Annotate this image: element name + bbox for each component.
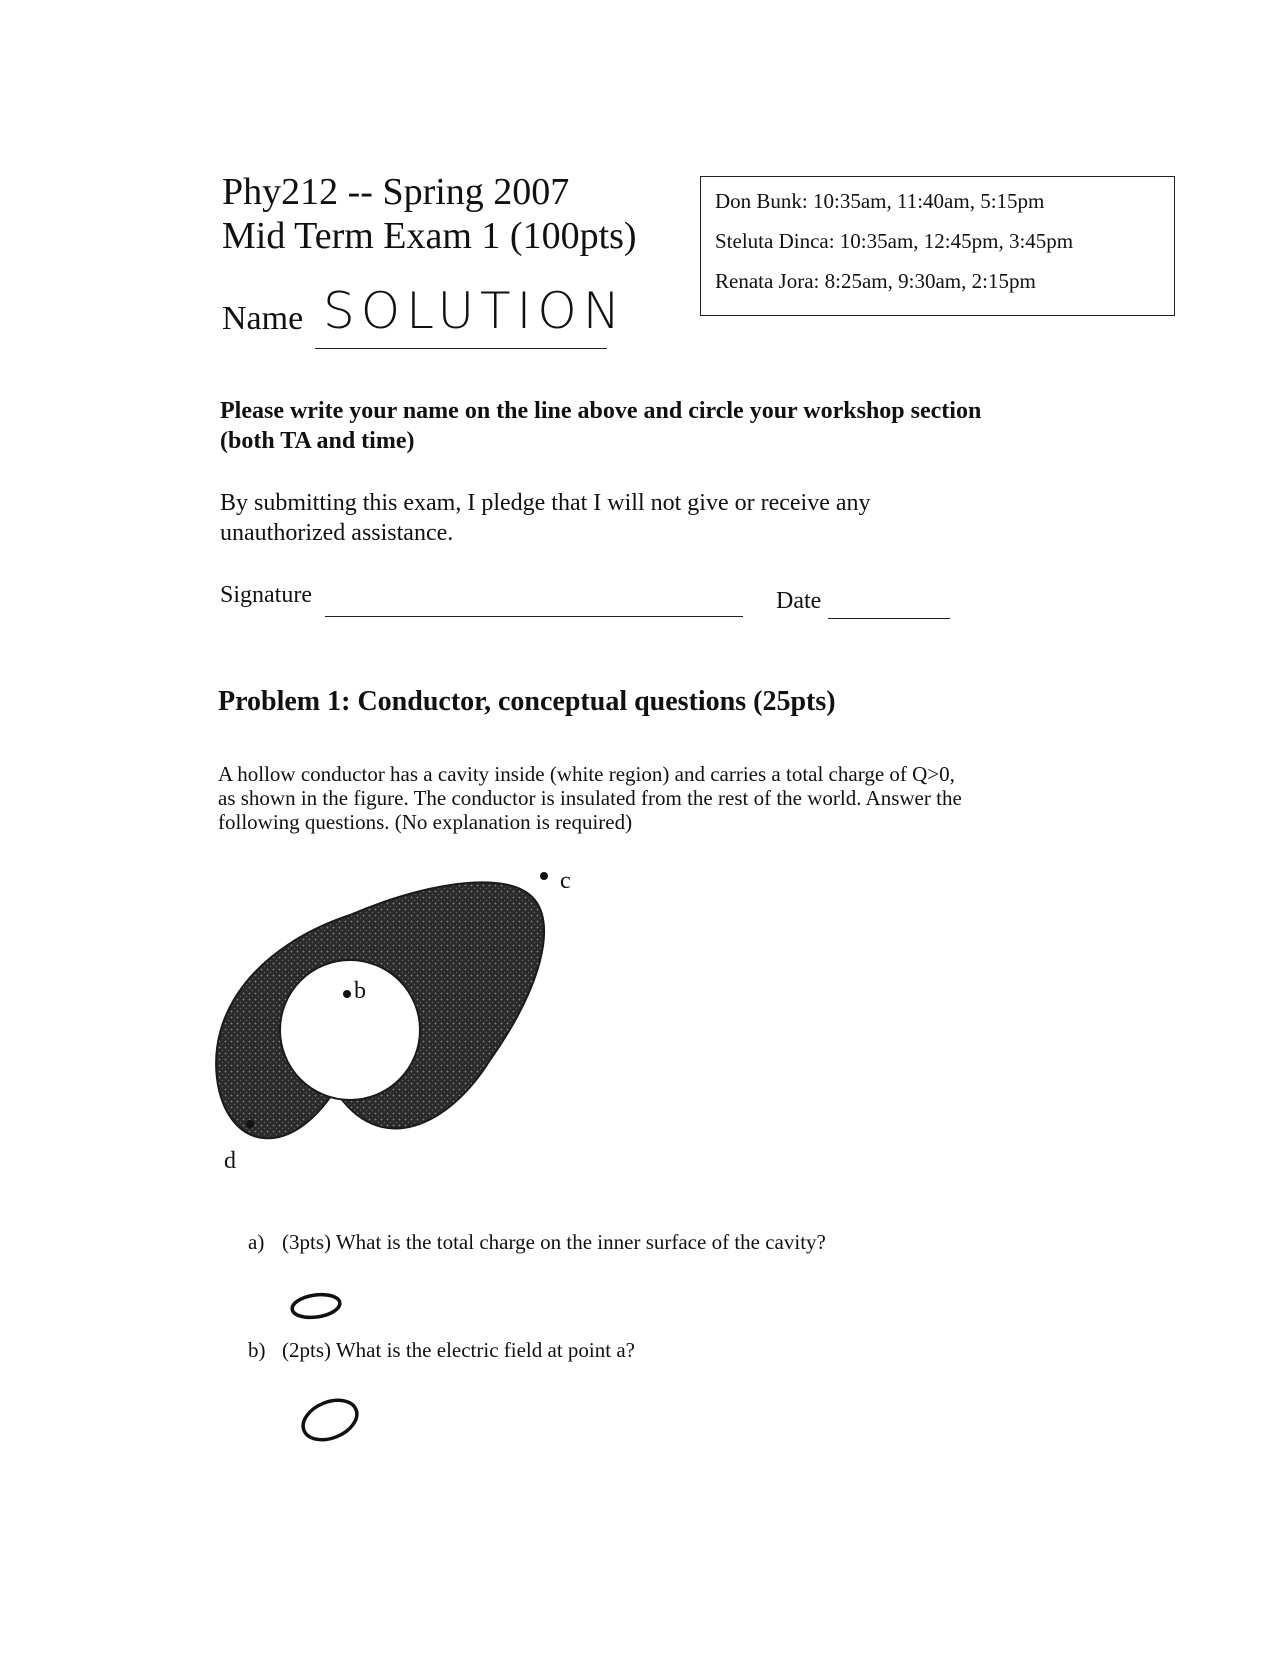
instruction-text: Please write your name on the line above and circle your workshop section (both TA and time): [220, 398, 982, 454]
question-letter: a): [248, 1230, 265, 1254]
course-title: Phy212 -- Spring 2007: [222, 171, 570, 213]
handwritten-name: SOLUTION: [323, 282, 627, 340]
workshop-sections-box: [700, 176, 1175, 316]
section-option[interactable]: Don Bunk: 10:35am, 11:40am, 5:15pm: [715, 189, 1045, 213]
description-line: as shown in the figure. The conductor is insulated from the rest of the world. Answer the: [218, 786, 962, 810]
section-option[interactable]: Steluta Dinca: 10:35am, 12:45pm, 3:45pm: [715, 229, 1074, 253]
point-c-marker: [540, 872, 548, 880]
point-d-marker: [246, 1120, 254, 1128]
date-label: Date: [776, 588, 822, 614]
question-text: (3pts) What is the total charge on the inner surface of the cavity?: [282, 1230, 826, 1254]
question-text: (2pts) What is the electric field at point a?: [282, 1338, 635, 1362]
handwritten-zero-answer-b: [296, 1392, 366, 1448]
label-c: c: [560, 868, 571, 894]
date-field[interactable]: [828, 586, 950, 619]
name-field[interactable]: [315, 282, 627, 349]
section-option[interactable]: Renata Jora: 8:25am, 9:30am, 2:15pm: [715, 269, 1036, 293]
signature-label: Signature: [220, 582, 312, 608]
question-letter: b): [248, 1338, 266, 1362]
conductor-figure: [200, 850, 600, 1180]
label-b: b: [354, 978, 366, 1004]
pledge-text: By submitting this exam, I pledge that I will not give or receive any unauthorized assistance.: [220, 490, 871, 546]
problem-title: Problem 1: Conductor, conceptual questions (25pts): [218, 686, 836, 717]
handwritten-zero-answer-a: [286, 1286, 348, 1326]
description-line: following questions. (No explanation is required): [218, 810, 633, 834]
exam-title: Mid Term Exam 1 (100pts): [222, 215, 637, 257]
name-label: Name: [222, 300, 304, 337]
cavity: [280, 960, 420, 1100]
label-d: d: [224, 1148, 236, 1174]
point-b-marker: [343, 990, 351, 998]
signature-field[interactable]: [325, 580, 743, 617]
description-line: A hollow conductor has a cavity inside (white region) and carries a total charge of Q>0,: [218, 762, 955, 786]
